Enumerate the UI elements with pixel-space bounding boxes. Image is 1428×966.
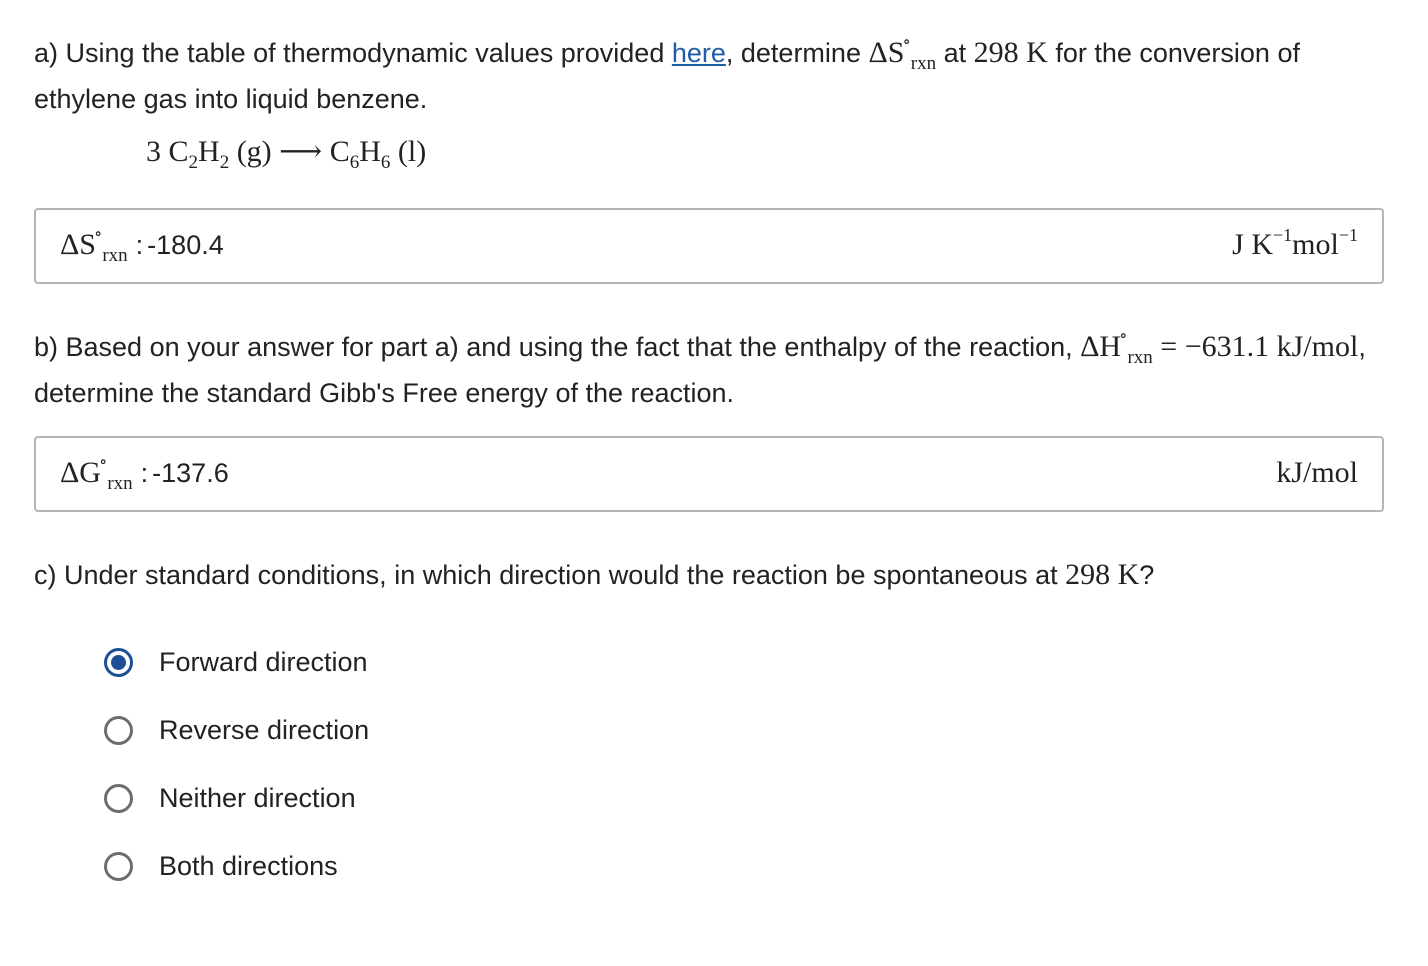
- option-neither[interactable]: [104, 783, 356, 814]
- option-label: Neither direction: [159, 783, 356, 813]
- enthalpy-value: −631.1 kJ/mol: [1184, 330, 1359, 363]
- temperature: 298 K: [973, 36, 1048, 69]
- delta-h-symbol: $\Delta H^\circ_{rxn}$ =: [1080, 326, 1185, 368]
- radio-neither[interactable]: [104, 784, 133, 813]
- option-label: Both directions: [159, 851, 338, 881]
- delta-g-answer-value[interactable]: -137.6: [152, 458, 229, 488]
- reaction-arrow: ⟶: [279, 135, 323, 168]
- option-both[interactable]: [104, 851, 338, 882]
- part-c-question: c) Under standard conditions, in which direction would the reaction be spontaneous at 298 K?: [34, 558, 1155, 591]
- delta-s-answer-value[interactable]: -180.4: [147, 230, 224, 260]
- radio-reverse[interactable]: [104, 716, 133, 745]
- part-a-question: a) Using the table of thermodynamic values provided here, determine $\Delta S^\circ_{rxn}$ at 298 K for the conversion of ethylene gas into liquid benzene.: [34, 32, 1300, 114]
- delta-s-answer-label: $\Delta S^\circ_{rxn}$ : -180.4: [60, 224, 224, 266]
- delta-s-symbol: $\Delta S^\circ_{rxn}$: [868, 32, 937, 74]
- reaction-equation: 3 $C_2H_2$ (g) ⟶ $C_6H_6$ (l): [146, 135, 427, 173]
- option-label: Reverse direction: [159, 715, 370, 745]
- delta-g-answer-box[interactable]: [34, 436, 1384, 512]
- option-reverse[interactable]: [104, 715, 369, 746]
- option-forward[interactable]: [104, 647, 368, 678]
- temperature: 298 K: [1065, 558, 1140, 591]
- option-label: Forward direction: [159, 647, 368, 677]
- delta-s-answer-box[interactable]: [34, 208, 1384, 284]
- part-b-question: b) Based on your answer for part a) and using the fact that the enthalpy of the reaction, $\Delta H^\circ_{rxn} = -631.1$ kJ/mol, determine the standard Gibb's Free energy of the reaction.: [34, 326, 1366, 408]
- thermo-table-link[interactable]: here: [671, 38, 726, 68]
- delta-s-unit: J $K^{-1}mol^{-1}$: [1232, 225, 1358, 261]
- radio-both[interactable]: [104, 852, 133, 881]
- delta-g-unit: kJ/mol: [1276, 456, 1358, 489]
- radio-forward[interactable]: [104, 648, 133, 677]
- delta-g-answer-label: $\Delta G^\circ_{rxn}$ : -137.6: [60, 452, 229, 494]
